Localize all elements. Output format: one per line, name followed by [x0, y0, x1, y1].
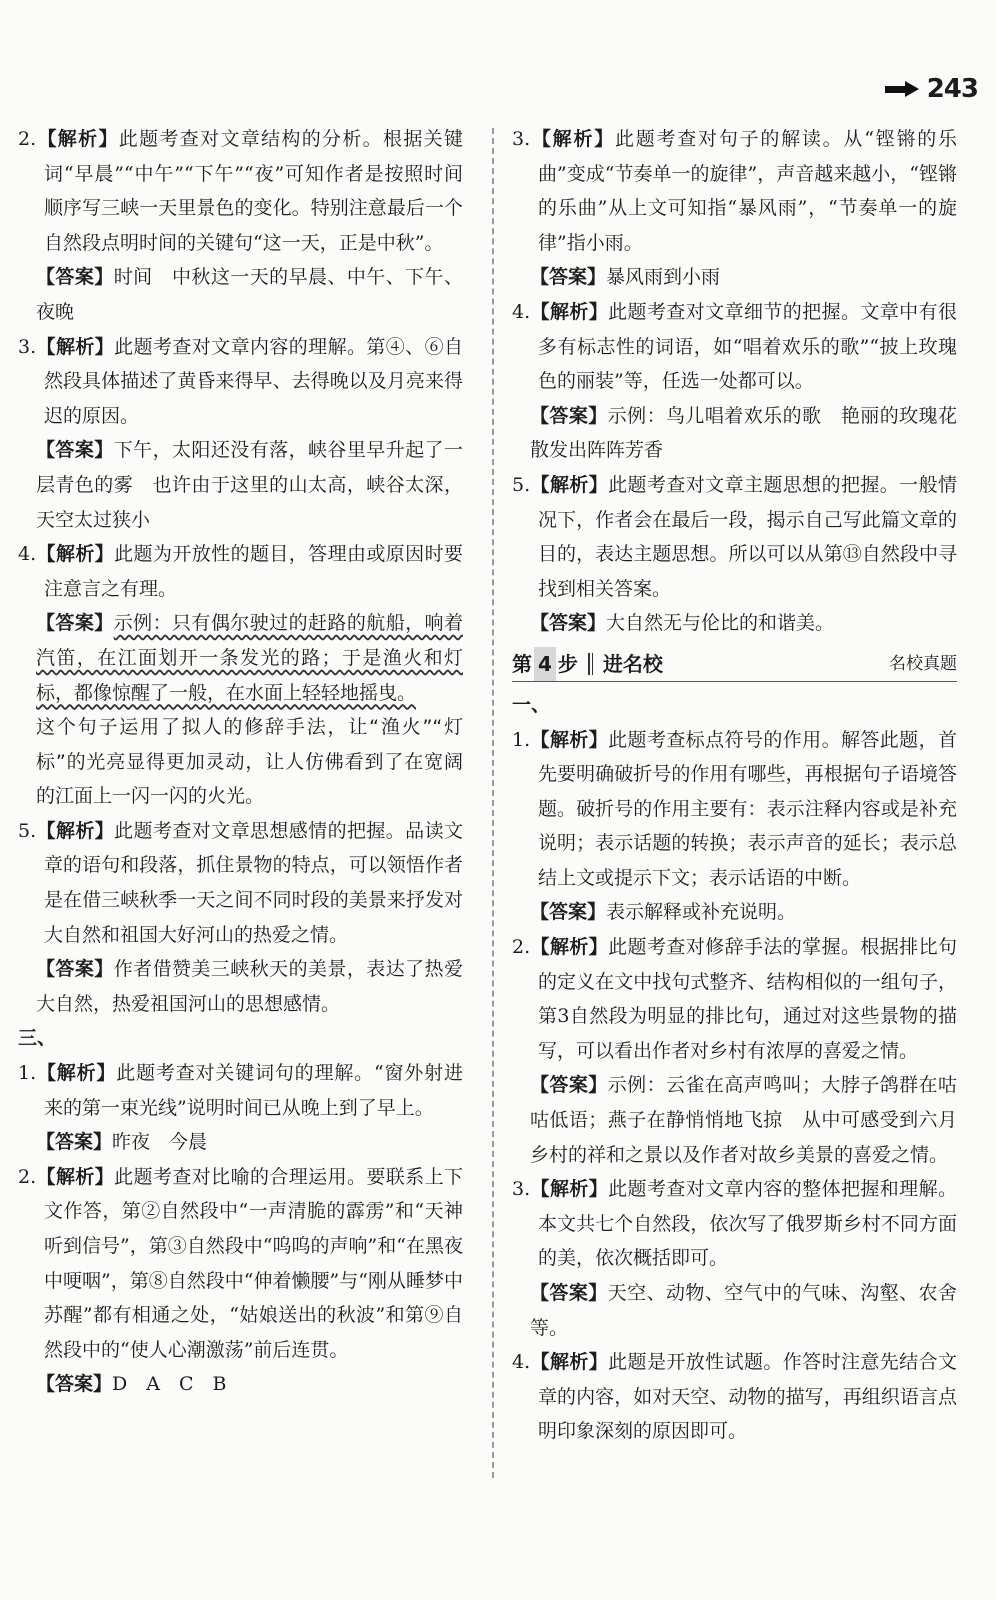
answer-paragraph: [512, 1068, 957, 1172]
label-tag: 【解析】: [530, 936, 609, 959]
arrow-right-icon: [885, 82, 919, 96]
paragraph-text: 这个句子运用了拟人的修辞手法，让“渔火”“灯标”的光亮显得更加灵动，让人仿佛看到了在宽阔的江面上一闪一闪的火光。: [36, 716, 463, 808]
column-divider: [492, 128, 494, 1478]
paragraph-text: 此题考查对文章思想感情的把握。品读文章的语句和段落，抓住景物的特点，可以领悟作者是在借三峡秋季一天之间不同时段的美景来抒发对大自然和祖国大好河山的热爱之情。: [44, 819, 463, 946]
answer-paragraph: [18, 1125, 463, 1160]
label-tag: 【答案】: [530, 612, 607, 635]
step-banner: [512, 647, 957, 682]
question-item: [18, 122, 463, 260]
section-heading: [512, 688, 957, 723]
question-item: [18, 1056, 463, 1125]
question-item: [18, 537, 463, 606]
question-item: [18, 1160, 463, 1368]
label-tag: 【解析】: [530, 1178, 609, 1201]
paragraph-text: 此题为开放性的题目，答理由或原因时要注意言之有理。: [44, 543, 463, 600]
paragraph-text: 此题考查对文章内容的整体把握和理解。本文共七个自然段，依次写了俄罗斯乡村不同方面的美，依次概括即可。: [538, 1178, 957, 1270]
label-tag: 【答案】: [530, 1074, 608, 1097]
paragraph-text: 大自然无与伦比的和谐美。: [606, 612, 835, 635]
paragraph-text: 此题考查对修辞手法的掌握。根据排比句的定义在文中找句式整齐、结构相似的一组句子，第3自然段为明显的排比句，通过对这些景物的描写，可以看出作者对乡村有浓厚的喜爱之情。: [538, 936, 957, 1062]
question-number: 2.: [512, 936, 531, 959]
page-header: [885, 74, 978, 104]
paragraph-text: 此题考查对句子的解读。从“铿锵的乐曲”变成“节奏单一的旋律”，声音越来越小，“铿锵的乐曲”从上文可知指“暴风雨”，“节奏单一的旋律”指小雨。: [538, 128, 957, 254]
label-tag: 【解析】: [530, 300, 609, 323]
question-number: 4.: [512, 1351, 531, 1374]
question-item: [512, 122, 957, 260]
step-right-label: 名校真题: [889, 653, 957, 674]
label-tag: 【解析】: [36, 1165, 115, 1188]
paragraph-text: 天空、动物、空气中的气味、沟壑、农舍等。: [530, 1282, 957, 1339]
left-column: [18, 122, 463, 1402]
answer-paragraph: [512, 1276, 957, 1345]
label-tag: 【答案】: [530, 404, 608, 427]
step-title: 进名校: [602, 651, 663, 676]
section-heading-text: 三、: [18, 1027, 57, 1050]
answer-paragraph: [512, 895, 957, 930]
label-tag: 【答案】: [36, 612, 114, 635]
label-tag: 【答案】: [36, 1373, 113, 1396]
paragraph-text: D A C B: [112, 1373, 227, 1396]
question-item: [512, 295, 957, 399]
step-label: [512, 647, 578, 682]
step-separator: [588, 653, 593, 675]
label-tag: 【答案】: [36, 1131, 113, 1154]
label-tag: 【解析】: [530, 1351, 609, 1374]
paragraph-text: 示例：只有偶尔驶过的赶路的航船，响着汽笛，在江面划开一条发光的路；于是渔火和灯标，都像惊醒了一般，在水面上轻轻地摇曳。: [36, 612, 463, 704]
answer-paragraph: [18, 1367, 463, 1402]
paragraph-text: 此题考查对文章细节的把握。文章中有很多有标志性的词语，如“唱着欢乐的歌”“披上玫瑰色的丽装”等，任选一处都可以。: [538, 300, 957, 393]
label-tag: 【答案】: [36, 266, 114, 289]
label-tag: 【解析】: [530, 473, 609, 496]
label-tag: 【解析】: [36, 1062, 117, 1085]
question-number: 1.: [18, 1062, 37, 1085]
section-heading-text: 一、: [512, 693, 551, 716]
section-heading: [18, 1021, 463, 1056]
answer-paragraph: [18, 710, 463, 814]
answer-paragraph: [512, 260, 957, 295]
answer-paragraph: [512, 399, 957, 468]
question-item: [512, 468, 957, 606]
page-number: 243: [926, 74, 978, 104]
question-item: [512, 723, 957, 896]
question-number: 1.: [512, 728, 531, 751]
label-tag: 【答案】: [36, 439, 114, 462]
paragraph-text: 此题考查标点符号的作用。解答此题，首先要明确破折号的作用有哪些，再根据句子语境答题。破折号的作用主要有：表示注释内容或是补充说明；表示话题的转换；表示声音的延长；表示总结上文或提示下文；表示话语的中断。: [538, 728, 957, 889]
label-tag: 【答案】: [530, 1282, 608, 1304]
label-tag: 【解析】: [36, 543, 115, 566]
step-prefix: 第: [512, 651, 532, 676]
answer-paragraph: [18, 606, 463, 710]
question-number: 5.: [18, 819, 37, 842]
label-tag: 【答案】: [530, 901, 607, 924]
label-tag: 【解析】: [530, 128, 615, 150]
question-number: 2.: [18, 128, 37, 150]
question-number: 3.: [512, 1178, 531, 1201]
paragraph-text: 示例：云雀在高声鸣叫；大脖子鸽群在咕咕低语；燕子在静悄悄地飞掠 从中可感受到六月乡村的祥和之景以及作者对故乡美景的喜爱之情。: [530, 1074, 957, 1166]
question-number: 3.: [18, 335, 37, 358]
paragraph-text: 此题考查对关键词句的理解。“窗外射进来的第一束光线”说明时间已从晚上到了早上。: [44, 1062, 463, 1119]
paragraph-text: 此题考查对文章内容的理解。第④、⑥自然段具体描述了黄昏来得早、去得晚以及月亮来得迟的原因。: [44, 335, 463, 427]
label-tag: 【答案】: [530, 266, 607, 289]
paragraph-text: 表示解释或补充说明。: [606, 901, 797, 924]
question-number: 2.: [18, 1165, 37, 1188]
label-tag: 【解析】: [36, 128, 119, 150]
answer-paragraph: [18, 433, 463, 537]
question-number: 4.: [18, 543, 37, 566]
question-number: 4.: [512, 300, 531, 323]
label-tag: 【解析】: [36, 335, 115, 358]
answer-paragraph: [18, 952, 463, 1021]
question-item: [512, 930, 957, 1068]
paragraph-text: 此题考查对文章结构的分析。根据关键词“早晨”“中午”“下午”“夜”可知作者是按照时间顺序写三峡一天里景色的变化。特别注意最后一个自然段点明时间的关键句“这一天，正是中秋”。: [44, 128, 463, 254]
question-number: 5.: [512, 473, 531, 496]
question-number: 3.: [512, 128, 531, 150]
step-suffix: 步: [557, 651, 578, 676]
question-item: [18, 814, 463, 952]
paragraph-text: 下午，太阳还没有落，峡谷里早升起了一层青色的雾 也许由于这里的山太高，峡谷太深，天空太过狭小: [36, 439, 463, 531]
label-tag: 【答案】: [36, 958, 114, 981]
paragraph-text: 暴风雨到小雨: [606, 266, 721, 289]
paragraph-text: 作者借赞美三峡秋天的美景，表达了热爱大自然，热爱祖国河山的思想感情。: [36, 958, 463, 1015]
paragraph-text: 时间 中秋这一天的早晨、中午、下午、夜晚: [36, 266, 463, 323]
step-number: 4: [534, 647, 556, 682]
answer-paragraph: [512, 606, 957, 641]
paragraph-text: 示例：鸟儿唱着欢乐的歌 艳丽的玫瑰花散发出阵阵芳香: [530, 404, 957, 462]
question-item: [18, 330, 463, 434]
question-item: [512, 1345, 957, 1449]
paragraph-text: 此题考查对文章主题思想的把握。一般情况下，作者会在最后一段，揭示自己写此篇文章的目的，表达主题思想。所以可以从第⑬自然段中寻找到相关答案。: [538, 473, 957, 600]
right-column: [512, 122, 957, 1449]
answer-paragraph: [18, 260, 463, 329]
paragraph-text: 此题考查对比喻的合理运用。要联系上下文作答，第②自然段中“一声清脆的霹雳”和“天神听到信号”，第③自然段中“呜呜的声响”和“在黑夜中哽咽”，第⑧自然段中“伸着懒腰”与“刚从睡梦中苏醒”都有相通之处，“姑娘送出的秋波”和第⑨自然段中的“使人心潮激荡”前后连贯。: [44, 1165, 463, 1361]
paragraph-text: 此题是开放性试题。作答时注意先结合文章的内容，如对天空、动物的描写，再组织语言点明印象深刻的原因即可。: [538, 1351, 957, 1443]
question-item: [512, 1172, 957, 1276]
paragraph-text: 昨夜 今晨: [112, 1131, 208, 1154]
label-tag: 【解析】: [36, 819, 115, 842]
label-tag: 【解析】: [530, 728, 609, 751]
